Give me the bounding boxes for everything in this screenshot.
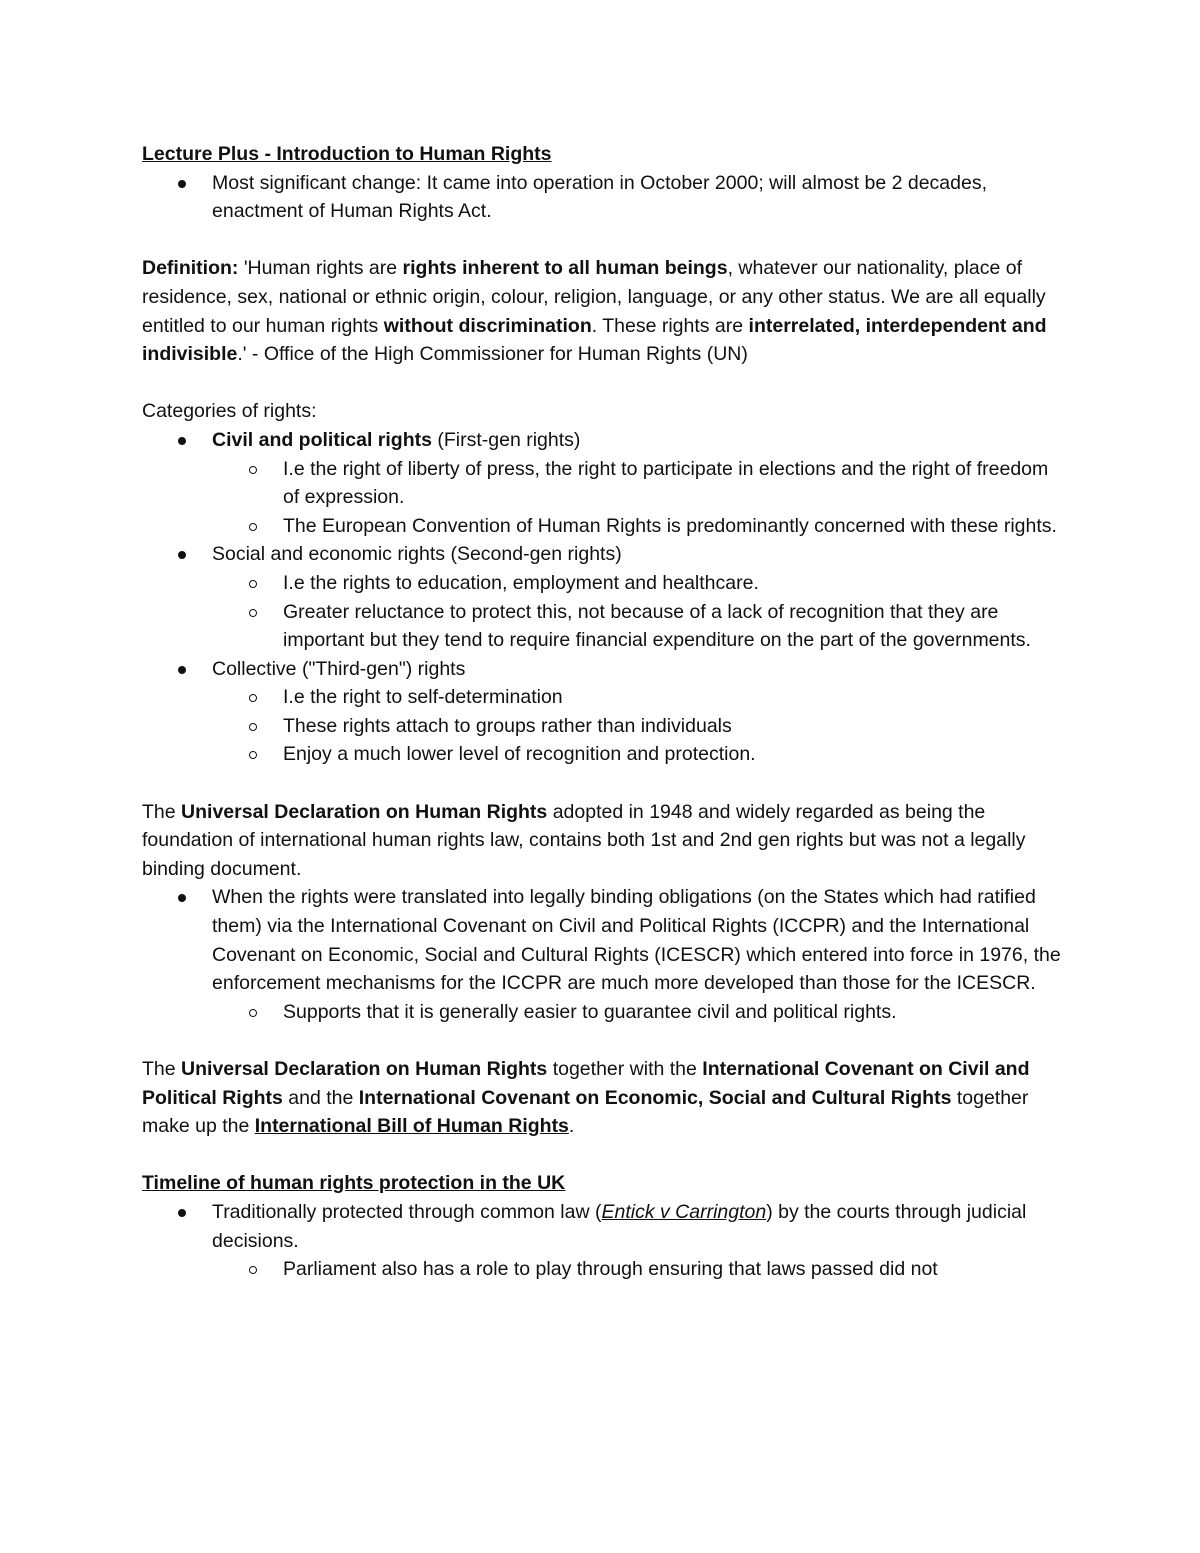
categories-list: [142, 426, 1062, 769]
bullet-circle-icon: [249, 694, 257, 702]
categories-intro: Categories of rights:: [142, 400, 317, 423]
document-body: [142, 140, 1062, 1284]
list-item-social: Social and economic rights (Second-gen rights) I.e the rights to education, employment and healthcare. Greater reluctance to protect this, not because of a lack of recognition that they are important but they tend to require financial expenditure on the part of the governments.: [212, 540, 1062, 654]
list-item: I.e the right to self-determination: [283, 683, 1062, 712]
definition-label: Definition:: [142, 257, 239, 280]
list-item: Enjoy a much lower level of recognition and protection.: [283, 740, 1062, 769]
bullet-circle-icon: [249, 1266, 257, 1274]
bill-paragraph: The Universal Declaration on Human Rights together with the International Covenant on Civil and Political Rights and the International Covenant on Economic, Social and Cultural Rights together make up the International Bill of Human Rights.: [142, 1058, 1030, 1138]
bullet-circle-icon: [249, 580, 257, 588]
bullet-circle-icon: [249, 466, 257, 474]
bullet-disc-icon: [178, 437, 186, 445]
list-item: Supports that it is generally easier to guarantee civil and political rights.: [283, 998, 1062, 1027]
civil-sublist: [212, 455, 1062, 541]
bullet-disc-icon: [178, 1209, 186, 1217]
list-item-civil: Civil and political rights (First-gen rights) I.e the right of liberty of press, the right to participate in elections and the right of freedom of expression. The European Convention of Human Rights is predominantly concerned with these rights.: [212, 426, 1062, 540]
definition-paragraph: Definition: 'Human rights are rights inherent to all human beings, whatever our nationality, place of residence, sex, national or ethnic origin, colour, religion, language, or any other status. We are all equally entitled to our human rights without discrimination. These rights are interrelated, interdependent and indivisible.' - Office of the High Commissioner for Human Rights (UN): [142, 257, 1047, 366]
section-heading-timeline: Timeline of human rights protection in the UK: [142, 1172, 566, 1195]
list-item: Greater reluctance to protect this, not because of a lack of recognition that they are important but they tend to require financial expenditure on the part of the governments.: [283, 598, 1062, 655]
bullet-disc-icon: [178, 666, 186, 674]
bullet-circle-icon: [249, 751, 257, 759]
page-title: Lecture Plus - Introduction to Human Rights: [142, 143, 552, 165]
list-item: Traditionally protected through common law (Entick v Carrington) by the courts through judicial decisions. Parliament also has a role to play through ensuring that laws passed did not: [212, 1198, 1062, 1284]
timeline-sublist: [212, 1255, 1062, 1284]
bullet-disc-icon: [178, 551, 186, 559]
case-reference: Entick v Carrington: [601, 1200, 767, 1223]
bullet-disc-icon: [178, 894, 186, 902]
list-item: Parliament also has a role to play through ensuring that laws passed did not: [283, 1255, 1062, 1284]
bill-term: International Bill of Human Rights: [254, 1115, 569, 1138]
collective-sublist: [212, 683, 1062, 769]
bullet-circle-icon: [249, 609, 257, 617]
udhr-list: [142, 883, 1062, 1026]
intro-list: [142, 169, 1062, 226]
list-item: When the rights were translated into legally binding obligations (on the States which had ratified them) via the International Covenant on Civil and Political Rights (ICCPR) and the International Covenant on Economic, Social and Cultural Rights (ICESCR) which entered into force in 1976, the enforcement mechanisms for the ICCPR are much more developed than those for the ICESCR. Supports that it is generally easier to guarantee civil and political rights.: [212, 883, 1062, 1026]
list-item: I.e the right of liberty of press, the right to participate in elections and the right of freedom of expression.: [283, 455, 1062, 512]
bullet-circle-icon: [249, 523, 257, 531]
list-item-collective: Collective ("Third-gen") rights I.e the right to self-determination These rights attach to groups rather than individuals Enjoy a much lower level of recognition and protection.: [212, 655, 1062, 769]
bullet-circle-icon: [249, 1009, 257, 1017]
timeline-list: [142, 1198, 1062, 1284]
bullet-disc-icon: [178, 180, 186, 188]
list-item: The European Convention of Human Rights is predominantly concerned with these rights.: [283, 512, 1062, 541]
bullet-circle-icon: [249, 723, 257, 731]
list-item: I.e the rights to education, employment and healthcare.: [283, 569, 1062, 598]
list-item: These rights attach to groups rather than individuals: [283, 712, 1062, 741]
list-item: Most significant change: It came into operation in October 2000; will almost be 2 decades, enactment of Human Rights Act.: [212, 169, 1062, 226]
udhr-sublist: [212, 998, 1062, 1027]
social-sublist: [212, 569, 1062, 655]
udhr-paragraph: The Universal Declaration on Human Rights adopted in 1948 and widely regarded as being the foundation of international human rights law, contains both 1st and 2nd gen rights but was not a legally binding document.: [142, 800, 1026, 880]
